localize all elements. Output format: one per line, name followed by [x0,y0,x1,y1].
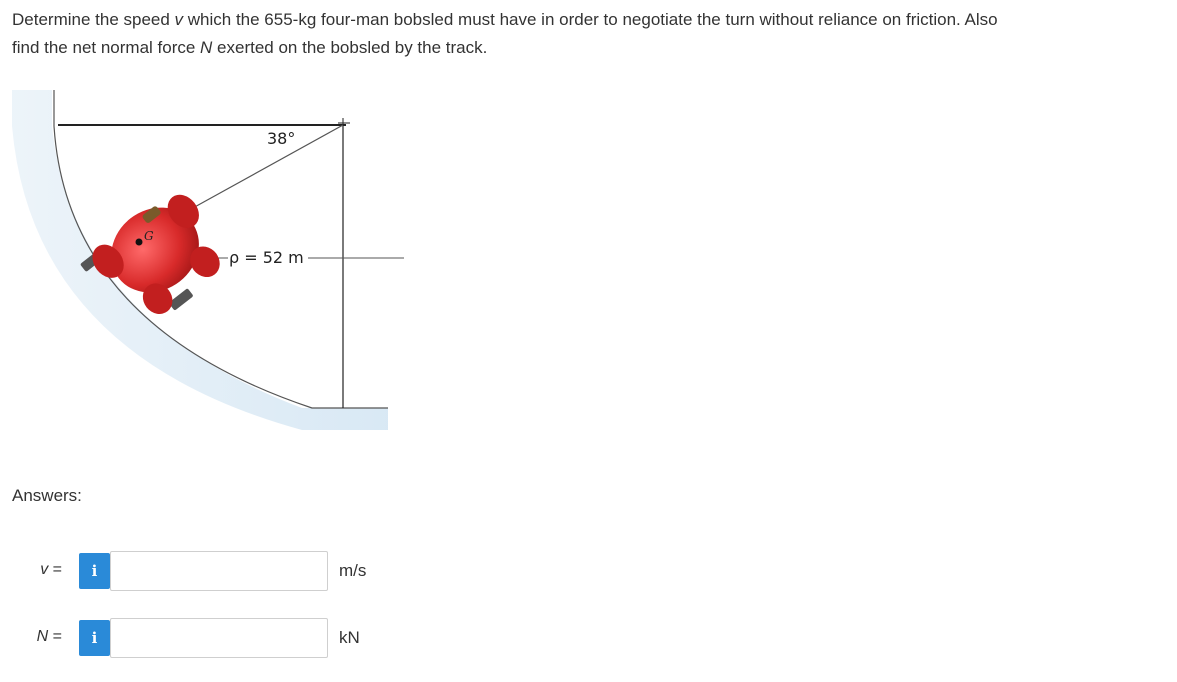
angle-label: 38° [267,129,296,148]
question-part4: exerted on the bobsled by the track. [212,38,488,57]
answer-symbol-v: v [40,561,49,578]
bobsled-diagram [12,86,412,446]
unit-n: kN [339,628,360,647]
answer-input-v[interactable] [110,551,328,591]
answer-input-n[interactable] [110,618,328,658]
answer-row-v [0,551,600,591]
question-v-symbol: v [174,10,184,29]
question-text [12,6,1172,62]
center-of-mass-label: G [144,229,154,243]
unit-v: m/s [339,561,367,580]
answer-equals-n: = [48,628,62,645]
answer-label-n [12,628,62,646]
question-n-symbol: N [200,38,213,57]
answers-heading: Answers: [12,486,82,505]
question-part3: find the net normal force [12,38,201,57]
question-part1: Determine the speed [12,10,175,29]
answer-row-n [0,618,600,658]
bobsled-figure [12,86,412,446]
center-of-mass-dot [136,239,143,246]
answer-symbol-n: N [36,628,49,645]
radius-line [182,125,343,214]
question-part2: which the 655-kg four-man bobsled must have in order to negotiate the turn without reliance on friction. Also [183,10,998,29]
answer-label-v [12,561,62,579]
radius-label: ρ = 52 m [229,248,304,267]
answer-equals-v: = [48,561,62,578]
info-button-n[interactable]: i [79,620,110,656]
info-button-v[interactable]: i [79,553,110,589]
